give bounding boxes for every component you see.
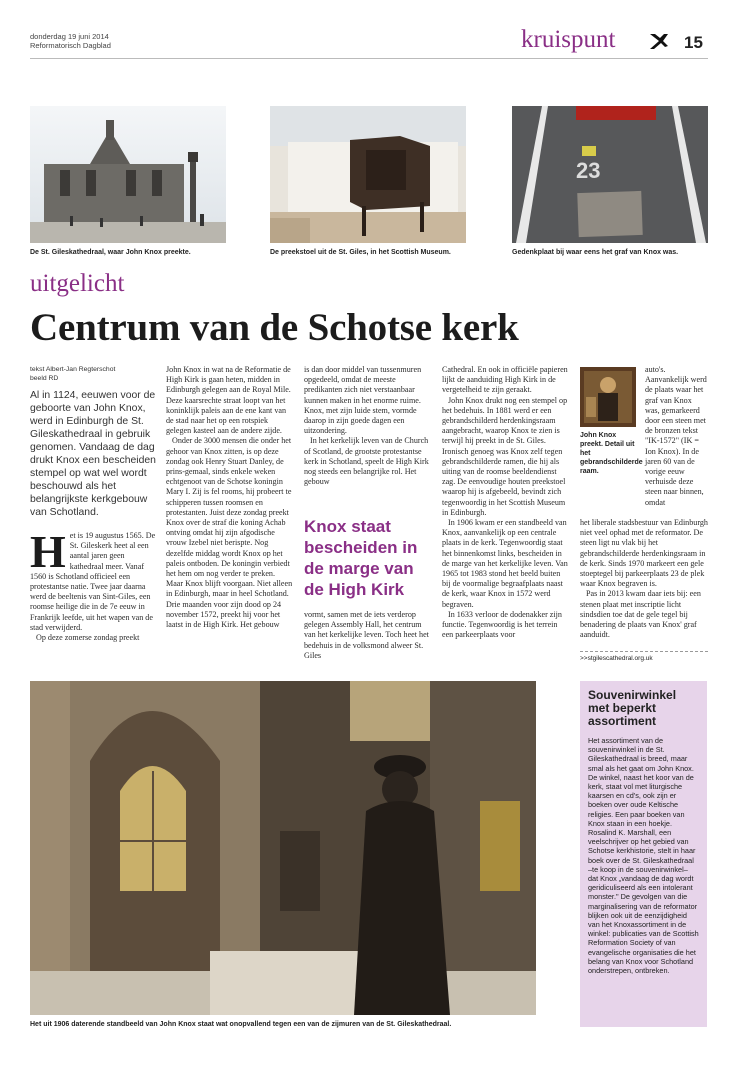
body-text: John Knox drukt nog een stempel op het bedehuis. In 1881 werd er een gebrandschilderd herdenkingsraam aangebracht, waarop Knox te zien is terwijl hij preekt in de St. Giles. Ironisch genoeg was Knox zelf tegen gebrandschilderde ramen, die hij als uiting van de roomse beeldendienst zag. De eenvoudige houten preekstoel waarop hij is afgebeeld, bevindt zich tegenwoordig in het Scottish Museum in Edinburgh. <box>442 395 568 517</box>
article-column-3 <box>304 365 432 487</box>
article-column-1 <box>30 365 156 643</box>
kicker: uitgelicht <box>30 270 125 297</box>
kruispunt-logo-icon <box>648 31 670 51</box>
photo-caption: Gedenkplaat bij waar eens het graf van Knox was. <box>512 249 679 256</box>
parking-number: 23 <box>576 158 601 183</box>
website-link[interactable]: >>stgilescathedral.org.uk <box>580 651 708 662</box>
publication-name: Reformatorisch Dagblad <box>30 41 111 50</box>
body-text: In het kerkelijk leven van de Church of Scotland, de grootste protestantse kerk in Schotland, speelt de High Kirk nog steeds een belangrijke rol. Het gebouw <box>304 436 429 487</box>
pull-quote: Knox staat bescheiden in de marge van de High Kirk <box>304 517 418 599</box>
drop-cap: H <box>30 526 66 577</box>
header-rule <box>30 58 708 59</box>
byline-author: tekst Albert-Jan Regterschot <box>30 366 116 373</box>
article-column-5-right <box>645 365 708 508</box>
publication-date: donderdag 19 juni 2014 <box>30 32 109 41</box>
big-photo-caption: Het uit 1906 daterende standbeeld van John Knox staat wat onopvallend tegen een van de zijmuren van de St. Gileskathedraal. <box>30 1021 452 1028</box>
body-text: In 1906 kwam er een standbeeld van Knox, aanvankelijk op een centrale plaats in de kerk. Tegenwoordig staat het binnenkomst links, bescheiden in de marge van het kerkelijke leven. Van 1965 tot 1983 stond het beeld buiten bij de voormalige begraafplaats naast de kerk, waar Knox in 1572 werd begraven. <box>442 518 568 609</box>
photo-caption: De St. Gileskathedraal, waar John Knox preekte. <box>30 249 191 256</box>
body-text: het liberale stadsbestuur van Edinburgh niet veel ophad met de reformator. De steen ligt nu vlak bij het gebrandschilderde herdenkingsraam in de kerk. Sinds 1970 markeert een gele stoeptegel bij parkeerplaats 23 de plek waar Knox begraven is. <box>580 518 708 589</box>
sidebar-body: Het assortiment van de souvenirwinkel in de St. Gileskathedraal is breed, maar smal als het gaat om John Knox. De winkel, naast het koor van de kerk, staat vol met liturgische kaarsen en cd's, ook zijn er boeken over oude Keltische religies. Een paar boeken van Knox staan in een hoekje. Rosalind K. Marshall, een veelschrijver op het gebied van Schotse kerkhistorie, stelt in haar boek over de St. Gileskathedraal –te koop in de souvenirwinkel– dat Knox „vandaag de dag wordt geridiculiseerd als een intolerant monster." De gevolgen van die marginalisering van de reformator blijken ook uit de eenzijdigheid van het Knoxassortiment in de winkel: publicaties van de Scottish Reformation Society of van evangelische organisaties die het belang van Knox voor Schotland onderstrepen, ontbreken. <box>588 736 699 976</box>
body-text: Op deze zomerse zondag preekt <box>36 633 140 643</box>
article-column-3-bottom <box>304 610 432 661</box>
photo-caption: De preekstoel uit de St. Giles, in het Scottish Museum. <box>270 249 451 256</box>
body-text: auto's. Aanvankelijk werd de plaats waar het graf van Knox was, gemarkeerd door een steen met de bronzen tekst "IK-1572" (IK = Ion Knox). In de jaren 60 van de vorige eeuw verhuisde deze steen naar binnen, omdat <box>645 365 707 507</box>
section-title: kruispunt <box>521 26 616 53</box>
body-text: is dan door middel van tussenmuren opgedeeld, omdat de meeste predikanten zich niet verstaanbaar kunnen maken in het enorme ruime. Knox, met zijn luide stem, vormde daarop in zijn goede dagen een uitzondering. <box>304 365 422 436</box>
header-date-block <box>30 32 111 50</box>
page-number: 15 <box>684 33 703 52</box>
byline-photo: beeld RD <box>30 375 59 382</box>
grave-plaque-photo <box>512 106 708 243</box>
stained-glass-photo <box>580 367 636 427</box>
body-text: vormt, samen met de iets verderop gelegen Assembly Hall, het centrum van het kerkelijke leven. Toch heet het bedehuis in de volksmond alweer St. Giles <box>304 610 429 660</box>
body-text: et is 19 augustus 1565. De St. Gileskerk heet al een aantal jaren geen kathedraal meer. Vanaf 1560 is Schotland officieel een protestantse natie. Twee jaar daarna werd de beeltenis van Sint-Giles, een roomse heilige die in de 7e eeuw in Frankrijk leefde, uit het wapen van de stad verwijderd. <box>30 531 156 632</box>
article-column-2 <box>166 365 294 630</box>
intro-text: Al in 1124, eeuwen voor de geboorte van John Knox, werd in Edinburgh de St. Gileskathedraal in gebruik genomen. Vandaag de dag drukt Knox een bescheiden stempel op wat wel wordt beschouwd als het belangrijkste kerkgebouw van Schotland. <box>30 390 156 518</box>
body-text: Cathedral. En ook in officiële papieren lijkt de aanduiding High Kirk in de vergetelheid te zijn geraakt. <box>442 365 568 395</box>
sidebar-title: Souvenirwinkel met beperkt assortiment <box>588 688 677 728</box>
article-column-5-bottom <box>580 518 708 640</box>
small-photo-caption: John Knox preekt. Detail uit het gebrandschilderde raam. <box>580 432 643 475</box>
body-text: In 1633 verloor de dodenakker zijn functie. Tegenwoordig is het terrein een parkeerplaats voor <box>442 609 562 640</box>
article-column-4 <box>442 365 570 640</box>
souvenir-sidebar <box>580 681 707 1027</box>
body-text: Pas in 2013 kwam daar iets bij: een stenen plaat met inscriptie licht sindsdien toe dat de gele tegel bij benadering de plaats van Knox' graf aanduidt. <box>580 589 701 640</box>
st-giles-cathedral-photo <box>30 106 226 243</box>
knox-statue-photo <box>30 681 536 1015</box>
headline: Centrum van de Schotse kerk <box>30 306 519 349</box>
body-text: John Knox in wat na de Reformatie de High Kirk is gaan heten, midden in Edinburgh gelegen aan de Royal Mile. Deze kaarsrechte straat loopt van het koninklijk paleis aan de ene kant van de stad naar het op een rotspiek gelegen kasteel aan de andere zijde. <box>166 365 291 436</box>
body-text: Onder de 3000 mensen die onder het gehoor van Knox zitten, is op deze zondag ook Henry Stuart Danley, de prins-gemaal, sinds enkele weken echtgenoot van de Schotse koningin Mary I. Zij is fel rooms, hij probeert te schipperen tussen roomsen en protestanten. Juist deze zondag preekt Knox over de straf die koning Achab ontving omdat hij zijn afgodische vrouw Izebel niet berispte. Nog dezelfde middag wordt Knox op het paleis ontboden. De koningin verbiedt het hem om nog verder te preken. Maar Knox blijft voorgaan. Niet alleen in Edinburgh, maar in heel Schotland. Drie maanden voor zijn dood op 24 november 1572, preekt hij voor het laatst in de High Kirk. Het gebouw <box>166 436 293 630</box>
pulpit-photo <box>270 106 466 243</box>
